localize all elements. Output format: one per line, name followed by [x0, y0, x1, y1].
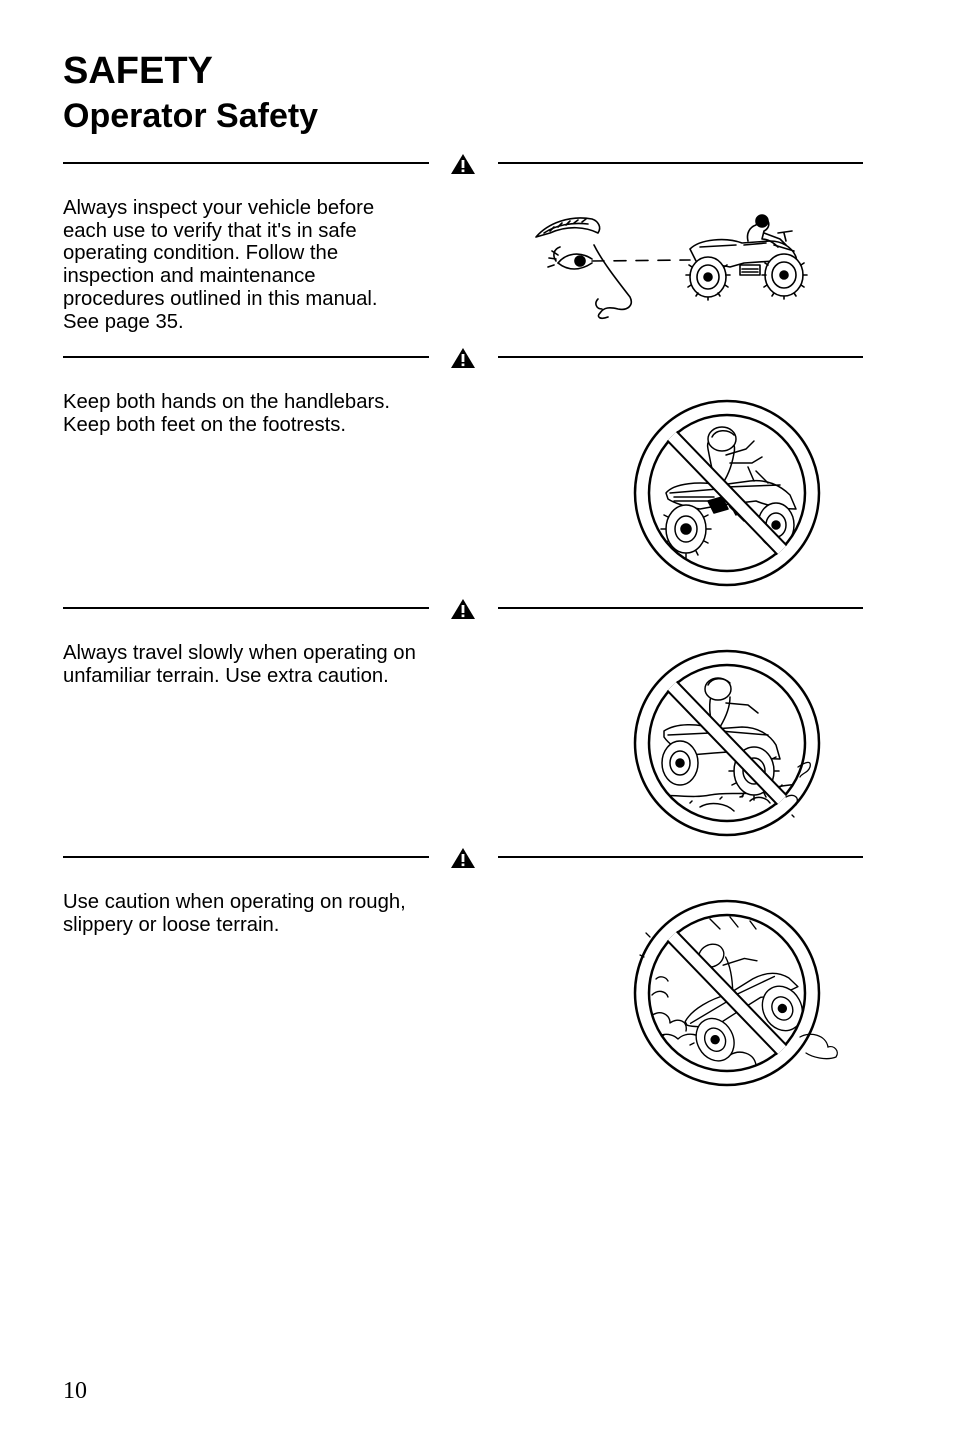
warning-text: Always inspect your vehicle before each use to verify that it's in safe operating condition. Follow the inspection and maintenance procedures outlined in this manual. See page 35. [63, 197, 378, 333]
warning-triangle-icon [450, 347, 476, 369]
section-title: SAFETY [63, 50, 213, 92]
warning-rule-right [498, 607, 863, 609]
warning-triangle-icon [450, 598, 476, 620]
warning-text: Use caution when operating on rough, slippery or loose terrain. [63, 891, 406, 936]
warning-rule-left [63, 856, 429, 858]
prohibited-rough-terrain-illustration [630, 897, 845, 1089]
prohibited-rider-hands-off-illustration [630, 397, 825, 589]
eye-inspecting-atv-illustration [530, 205, 810, 320]
warning-triangle-icon [450, 153, 476, 175]
warning-text: Always travel slowly when operating on unfamiliar terrain. Use extra caution. [63, 642, 416, 687]
prohibited-fast-on-terrain-illustration [630, 647, 825, 839]
page-number: 10 [63, 1378, 87, 1404]
warning-rule-right [498, 356, 863, 358]
subsection-title: Operator Safety [63, 97, 319, 135]
warning-rule-right [498, 162, 863, 164]
warning-triangle-icon [450, 847, 476, 869]
warning-rule-left [63, 607, 429, 609]
warning-rule-left [63, 162, 429, 164]
warning-text: Keep both hands on the handlebars. Keep both feet on the footrests. [63, 391, 391, 436]
warning-rule-left [63, 356, 429, 358]
warning-rule-right [498, 856, 863, 858]
